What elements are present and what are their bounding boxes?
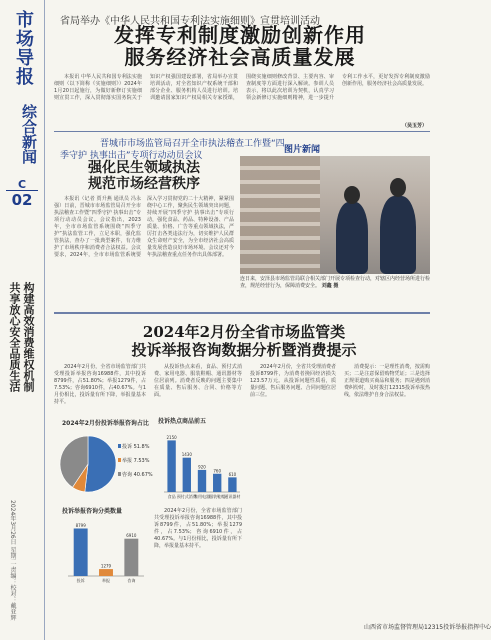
feature-col3-text: 2024年2月份，全省共受理消费者投诉8799件，为消费者挽回经济损失123.57万元。从投诉问题性质看，质量问题、售后服务问题、合同问题位居前三位。 (250, 364, 336, 398)
feature-col2-text: 从投诉热点来看，食品、预付式消费、家用电器、服装鞋帽、通讯器材等位居前列。消费者反映的问题主要集中在质量、售后服务、合同、价格等方面。 (154, 364, 242, 398)
photo-caption-text: 连日来，安泽县市场监管局联合相关部门开展专项检查行动，对辖区内经营场所进行检查，规范经营行为，保障消费安全。 (240, 276, 431, 289)
bar-chart-2 (154, 426, 242, 502)
photo-person-1 (336, 202, 368, 274)
pie-slice-0 (85, 436, 116, 492)
photo-person-2 (380, 196, 416, 274)
bar-chart-2-bar-4 (228, 477, 236, 492)
second-kicker-line2: 季守护 执事出击”专项行动动员会议 (60, 151, 203, 161)
bar-chart-2-bar-1 (183, 458, 191, 492)
pie-legend-swatch-1 (118, 458, 121, 462)
pie-legend-swatch-2 (118, 472, 121, 476)
lead-headline-line1: 发挥专利制度激励创新作用 (114, 23, 366, 47)
bar-chart-2-category-label-3: 服装鞋帽 (209, 494, 226, 499)
lead-kicker: 省局举办《中华人民共和国专利法实施细则》宣贯培训活动 (60, 16, 320, 27)
bar-chart-2-value-label-2: 920 (198, 464, 206, 470)
news-photo (240, 156, 430, 274)
bar-chart-1 (58, 516, 146, 586)
bar-chart-1-bar-1 (99, 569, 113, 576)
bar-chart-2-bar-2 (198, 470, 206, 492)
second-headline (54, 160, 234, 192)
pie-legend-2: 咨询 40.67% (122, 472, 153, 478)
section-number: 02 (6, 190, 38, 209)
bar-chart-2-value-label-1: 1430 (181, 452, 192, 458)
masthead-slogan: 构建高效消费维权机制 共享放心安全品质生活 (8, 282, 35, 392)
bar-chart-1-value-label-1: 1279 (100, 563, 112, 569)
pie-chart (58, 428, 153, 500)
bar-chart-1-category-label-0: 投诉 (76, 578, 85, 583)
photo-news-label: 图片新闻 (284, 142, 396, 157)
newspaper-logo: 市场导报 (13, 10, 34, 86)
bar-chart-2-category-label-0: 食品 (167, 494, 176, 499)
photo-caption (240, 276, 430, 290)
lead-headline (54, 24, 426, 68)
feature-col1-text: 2024年2月份，全省市场监管部门共受理投诉举报咨询16988件，其中投诉8799件，占51.80%；举报1279件，占7.53%；咨询6910件，占40.67%。与1月份相比，投诉量有所下降，举报量基本持平。 (54, 364, 146, 405)
feature-col1 (54, 364, 146, 414)
divider-top (54, 131, 430, 132)
masthead-footer: 2024年3月26日 星期二 责编：校对：戴亚辉 (9, 500, 16, 621)
bar-chart-1-category-label-2: 咨询 (127, 578, 136, 583)
feature-col3 (250, 364, 336, 618)
bar-chart-2-category-label-1: 预付式消费 (176, 494, 197, 499)
lead-body (54, 74, 430, 128)
bar-chart-2-bar-3 (213, 474, 221, 492)
bar-chart-2-value-label-4: 610 (228, 471, 237, 477)
bar-chart-1-value-label-2: 6910 (126, 533, 137, 539)
feature-col2b-text: 2024年2月份，全省市场监管部门共受理投诉举报咨询16988件，其中投诉8799件，占51.80%；举报1279件，占7.53%；咨询6910件，占40.67%。与1月份相比，投诉量有所下降，举报量基本持平。 (154, 508, 242, 549)
bar-chart-2-title: 投诉热点商品前五 (158, 418, 207, 425)
masthead (0, 0, 45, 640)
bar-chart-1-bar-2 (124, 539, 138, 576)
second-headline-line1: 强化民生领域执法 (88, 160, 200, 176)
section-code: C (17, 178, 27, 191)
bar-chart-2-bar-0 (167, 440, 175, 492)
feature-credit: 山西省市场监督管理局12315投诉举报指挥中心 (364, 624, 491, 631)
feature-col4 (344, 364, 430, 616)
photo-shelf (240, 156, 320, 274)
bar-chart-1-value-label-0: 8799 (75, 522, 86, 528)
bar-chart-1-title: 投诉举报咨询分类数量 (62, 508, 123, 515)
feature-col2b (154, 508, 242, 618)
photo-credit: 刘鑫 摄 (321, 283, 339, 289)
second-body (54, 196, 234, 306)
bar-chart-1-category-label-1: 举报 (102, 578, 110, 583)
bar-chart-2-value-label-3: 760 (213, 468, 222, 474)
lead-headline-line2: 服务经济社会高质量发展 (124, 45, 356, 69)
feature-headline-line1: 2024年2月份全省市场监管类 (142, 323, 346, 341)
feature-headline-line2: 投诉举报咨询数据分析暨消费提示 (131, 341, 357, 359)
lead-body-text: 本报讯 中华人民共和国专利法实施细则（以下简称《实施细则》）2024年1月20日起施行，为做好新修订实施细则宣贯工作，深入贯彻落实国务院关于知识产权强国建设部署，省局举办宣贯培训活动，对全省知识产权系统干部和部分企业、服务机构人员进行培训。培训邀请国家知识产权局相关专家授课，围绕实施细则修改背景、主要内容、审查制度等方面进行深入解读。参训人员表示，将以此次培训为契机，认真学习领会新修订实施细则精神，进一步提升专利工作水平，更好发挥专利制度激励创新作用，服务经济社会高质量发展。 (54, 74, 430, 101)
bar-chart-1-bar-0 (74, 528, 88, 576)
bar-chart-2-value-label-0: 2150 (166, 434, 177, 440)
bar-chart-2-category-label-4: 通讯器材 (224, 494, 241, 499)
feature-col4-text: 消费提示：一是理性消费，按需购买；二是注意保留购物凭证；三是选择正规渠道购买商品和服务；四是遇到消费纠纷时，及时拨打12315投诉举报热线，依法维护自身合法权益。 (344, 364, 430, 398)
pie-legend-swatch-0 (118, 444, 121, 448)
second-kicker-line1: 晋城市市场监管局召开全市执法稽查工作暨“四 (100, 139, 285, 149)
photo-head-1 (344, 186, 360, 204)
lead-author: （吴玉芳） (402, 123, 428, 129)
pie-legend-0: 投诉 51.8% (122, 444, 150, 450)
second-headline-line2: 规范市场经营秩序 (88, 176, 200, 192)
photo-head-2 (390, 178, 406, 197)
divider-middle (54, 312, 430, 314)
pie-legend-1: 举报 7.53% (122, 458, 150, 464)
section-title: 综合新闻 (20, 104, 38, 164)
pie-chart-title: 2024年2月份投诉举报咨询占比 (62, 420, 149, 427)
second-body-text: 本报讯（记者 贾升燕 通讯员 冯永强）日前，晋城市市场监管局召开全市执法稽查工作暨“四季守护 执事出击”专项行动动员会议。会议指出，2023年，全市市场监管系统围绕“四季守护”执法监管工作，立足本职，强化监管执法，查办了一批典型案件，有力维护了市场秩序和消费者合法权益。会议要求，2024年，全市市场监管系统要深入学习贯彻党的二十大精神，紧紧围绕中心工作，聚焦民生领域突出问题，持续开展“四季守护 执事出击”专项行动，强化食品、药品、特种设备、产品质量、价格、广告等重点领域执法，严厉打击各类违法行为，切实维护人民群众生命财产安全，为全市经济社会高质量发展营造良好市场环境。会议还对今年执法稽查重点任务作出具体部署。 (54, 196, 234, 258)
feature-headline (54, 323, 434, 359)
bar-chart-2-category-label-2: 家用电器 (194, 494, 210, 499)
feature-col2 (154, 364, 242, 412)
